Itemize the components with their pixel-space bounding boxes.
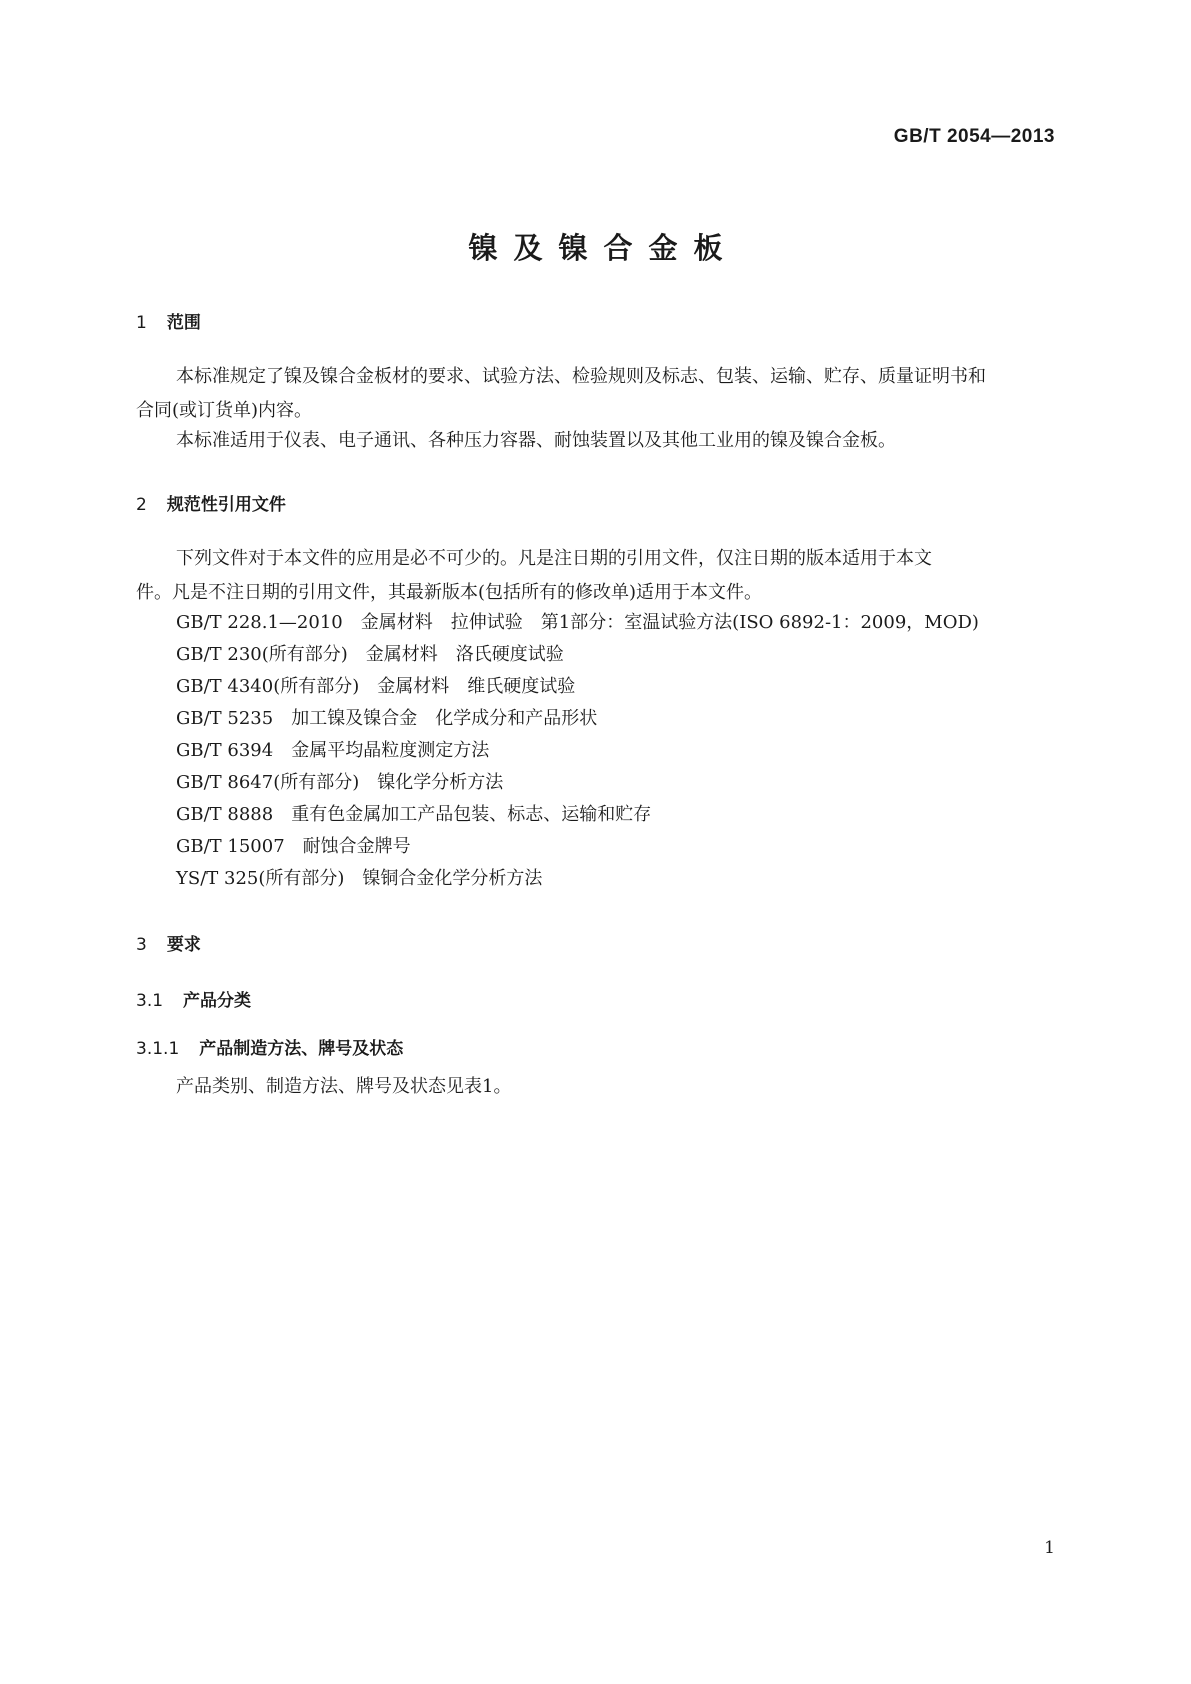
section-2-intro-line-1: 下列文件对于本文件的应用是必不可少的。凡是注日期的引用文件，仅注日期的版本适用于本文	[176, 548, 932, 569]
reference-item: YS/T 325(所有部分) 镍铜合金化学分析方法	[176, 868, 543, 889]
reference-item: GB/T 4340(所有部分) 金属材料 维氏硬度试验	[176, 676, 576, 697]
standard-number: GB/T 2054—2013	[893, 126, 1055, 147]
section-2-title: 规范性引用文件	[166, 495, 286, 515]
section-3-1-1-number: 3.1.1	[136, 1039, 180, 1059]
document-title: 镍及镍合金板	[468, 231, 739, 265]
section-2-heading	[136, 490, 286, 515]
reference-item: GB/T 5235 加工镍及镍合金 化学成分和产品形状	[176, 708, 598, 729]
section-3-title: 要求	[166, 935, 201, 955]
section-1-paragraph-1-line-1: 本标准规定了镍及镍合金板材的要求、试验方法、检验规则及标志、包装、运输、贮存、质量证明书和	[176, 366, 986, 387]
reference-item: GB/T 6394 金属平均晶粒度测定方法	[176, 740, 490, 761]
section-3-1-number: 3.1	[136, 991, 164, 1011]
section-1-paragraph-2-line: 本标准适用于仪表、电子通讯、各种压力容器、耐蚀装置以及其他工业用的镍及镍合金板。	[176, 430, 896, 451]
reference-item: GB/T 8647(所有部分) 镍化学分析方法	[176, 772, 504, 793]
section-1-paragraph-2	[136, 424, 1056, 458]
section-3-1-title: 产品分类	[183, 991, 252, 1011]
section-1-title: 范围	[166, 313, 201, 333]
section-3-number: 3	[136, 935, 147, 955]
section-3-1-1-paragraph	[136, 1070, 1056, 1104]
section-1-paragraph-1-line-2: 合同(或订货单)内容。	[136, 400, 313, 421]
section-3-1-1-title: 产品制造方法、牌号及状态	[199, 1039, 404, 1059]
section-2-number: 2	[136, 495, 147, 515]
section-3-heading	[136, 930, 201, 955]
reference-item: GB/T 228.1—2010 金属材料 拉伸试验 第1部分：室温试验方法(ISO 6892-1：2009，MOD)	[176, 612, 979, 633]
section-2-intro	[136, 542, 1056, 610]
section-3-1-1-heading	[136, 1034, 403, 1059]
reference-item: GB/T 8888 重有色金属加工产品包装、标志、运输和贮存	[176, 804, 652, 825]
reference-item: GB/T 15007 耐蚀合金牌号	[176, 836, 411, 857]
reference-item: GB/T 230(所有部分) 金属材料 洛氏硬度试验	[176, 644, 564, 665]
section-3-1-heading	[136, 986, 251, 1011]
section-1-paragraph-1	[136, 360, 1056, 428]
page-number: 1	[1044, 1538, 1055, 1558]
section-3-1-1-paragraph-line: 产品类别、制造方法、牌号及状态见表1。	[176, 1076, 512, 1097]
section-1-heading	[136, 308, 201, 333]
section-1-number: 1	[136, 313, 147, 333]
section-2-intro-line-2: 件。凡是不注日期的引用文件，其最新版本(包括所有的修改单)适用于本文件。	[136, 582, 763, 603]
